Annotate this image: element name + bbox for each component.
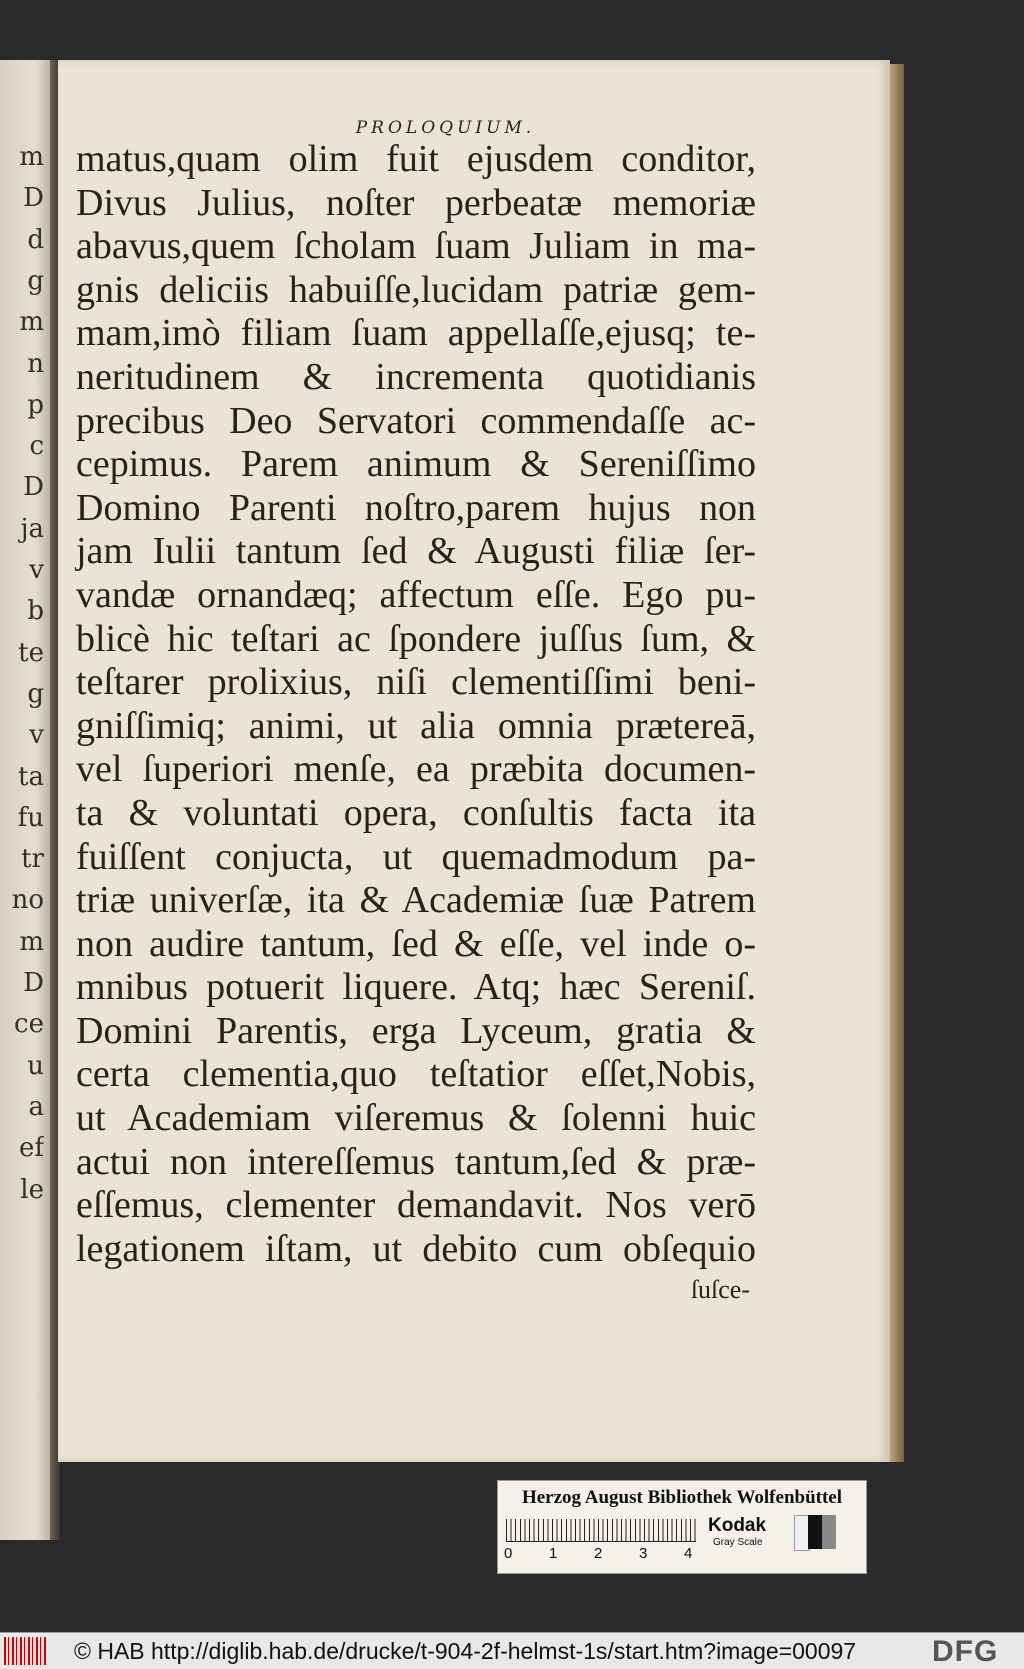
left-page-fragment: v <box>29 720 44 751</box>
left-page-fragment: ta <box>18 761 44 792</box>
left-page-edge <box>0 60 50 1540</box>
ruler-number: 4 <box>684 1545 693 1562</box>
text-line: non audire tantum, ſed & eſſe, vel inde o- <box>76 922 756 965</box>
left-page-fragment: ef <box>18 1133 44 1164</box>
ruler-number: 2 <box>594 1545 603 1562</box>
dfg-logo: DFG <box>932 1635 999 1668</box>
left-page-fragment: fu <box>17 802 44 833</box>
text-line: Divus Julius, noſter perbeatæ memoriæ <box>76 181 756 224</box>
left-page-fragment: c <box>29 431 44 462</box>
page-text <box>76 138 756 1271</box>
text-line: jam Iulii tantum ſed & Augusti filiæ ſer- <box>76 530 756 573</box>
text-line: blicè hic teſtari ac ſpondere juſſus ſum, & <box>76 617 756 660</box>
text-line: vel ſuperiori menſe, ea præbita documen- <box>76 748 756 791</box>
gray-scale-label: Gray Scale <box>713 1537 763 1548</box>
text-line: eſſemus, clementer demandavit. Nos verō <box>76 1184 756 1227</box>
text-line: abavus,quem ſcholam ſuam Juliam in ma- <box>76 225 756 268</box>
left-page-fragment: g <box>27 265 44 296</box>
text-line: triæ univerſæ, ita & Academiæ ſuæ Patrem <box>76 879 756 922</box>
left-page-fragment: te <box>18 637 44 668</box>
running-header: PROLOQUIUM. <box>355 118 536 138</box>
left-page-fragment: m <box>19 142 44 172</box>
ruler-number: 1 <box>549 1545 558 1562</box>
gray-patch-mid <box>822 1515 836 1549</box>
page-edge <box>890 64 904 1462</box>
left-page-fragment: a <box>28 1091 44 1122</box>
text-line: teſtarer prolixius, niſi clementiſſimi beni- <box>76 661 756 704</box>
text-line: legationem iſtam, ut debito cum obſequio <box>76 1227 756 1270</box>
text-line: ut Academiam viſeremus & ſolenni huic <box>76 1097 756 1140</box>
text-line: mam,imò filiam ſuam appellaſſe,ejusq; te- <box>76 312 756 355</box>
ruler <box>506 1519 696 1542</box>
left-page-fragment: n <box>27 348 44 379</box>
footer-url[interactable]: © HAB http://diglib.hab.de/drucke/t-904-2f-helmst-1s/start.htm?image=00097 <box>74 1638 857 1664</box>
ruler-number: 0 <box>504 1545 513 1562</box>
catchword: ſuſce- <box>690 1275 750 1304</box>
text-line: fuiſſent conjucta, ut quemadmodum pa- <box>76 835 756 878</box>
left-page-fragment: m <box>19 926 44 957</box>
text-line: Domini Parentis, erga Lyceum, gratia & <box>76 1009 756 1052</box>
barcode-icon <box>4 1637 48 1665</box>
text-line: neritudinem & incrementa quotidianis <box>76 355 756 398</box>
left-page-fragment: p <box>27 389 44 420</box>
text-line: mnibus potuerit liquere. Atq; hæc Sereniſ. <box>76 966 756 1009</box>
left-page-fragment: ja <box>20 513 44 544</box>
left-page-fragment: b <box>27 596 44 627</box>
left-page-fragment: m <box>19 307 44 338</box>
text-line: cepimus. Parem animum & Sereniſſimo <box>76 443 756 486</box>
text-line: vandæ ornandæq; affectum eſſe. Ego pu- <box>76 573 756 616</box>
text-line: matus,quam olim fuit ejusdem conditor, <box>76 138 756 180</box>
text-line: gnis deliciis habuiſſe,lucidam patriæ gem- <box>76 268 756 311</box>
text-line: Domino Parenti noſtro,parem hujus non <box>76 486 756 529</box>
text-line: ta & voluntati opera, conſultis facta ita <box>76 791 756 834</box>
left-page-fragment: ce <box>14 1009 44 1040</box>
left-page-fragment: g <box>27 678 44 709</box>
footer-bar <box>0 1632 1024 1669</box>
text-line: gniſſimiq; animi, ut alia omnia prætereā, <box>76 704 756 747</box>
ruler-number: 3 <box>639 1545 648 1562</box>
gray-patch-dark <box>808 1515 822 1549</box>
left-page-fragment: D <box>23 968 44 998</box>
left-page-fragment: le <box>20 1174 44 1205</box>
left-page-fragment: d <box>27 224 44 255</box>
text-line: actui non intereſſemus tantum,ſed & præ- <box>76 1140 756 1183</box>
library-name: Herzog August Bibliothek Wolfenbüttel <box>521 1487 843 1508</box>
color-scale-card <box>497 1480 867 1574</box>
left-page-fragment: no <box>11 885 44 916</box>
kodak-label: Kodak <box>708 1515 767 1536</box>
left-page-fragment: u <box>27 1050 44 1081</box>
left-page-fragment: v <box>29 555 44 585</box>
left-page-fragment: D <box>23 183 44 214</box>
text-line: certa clementia,quo teſtatior eſſet,Nobis, <box>76 1053 756 1096</box>
left-page-fragment: D <box>23 472 44 503</box>
text-line: precibus Deo Servatori commendaſſe ac- <box>76 399 756 442</box>
left-page-fragment: tr <box>21 844 44 875</box>
